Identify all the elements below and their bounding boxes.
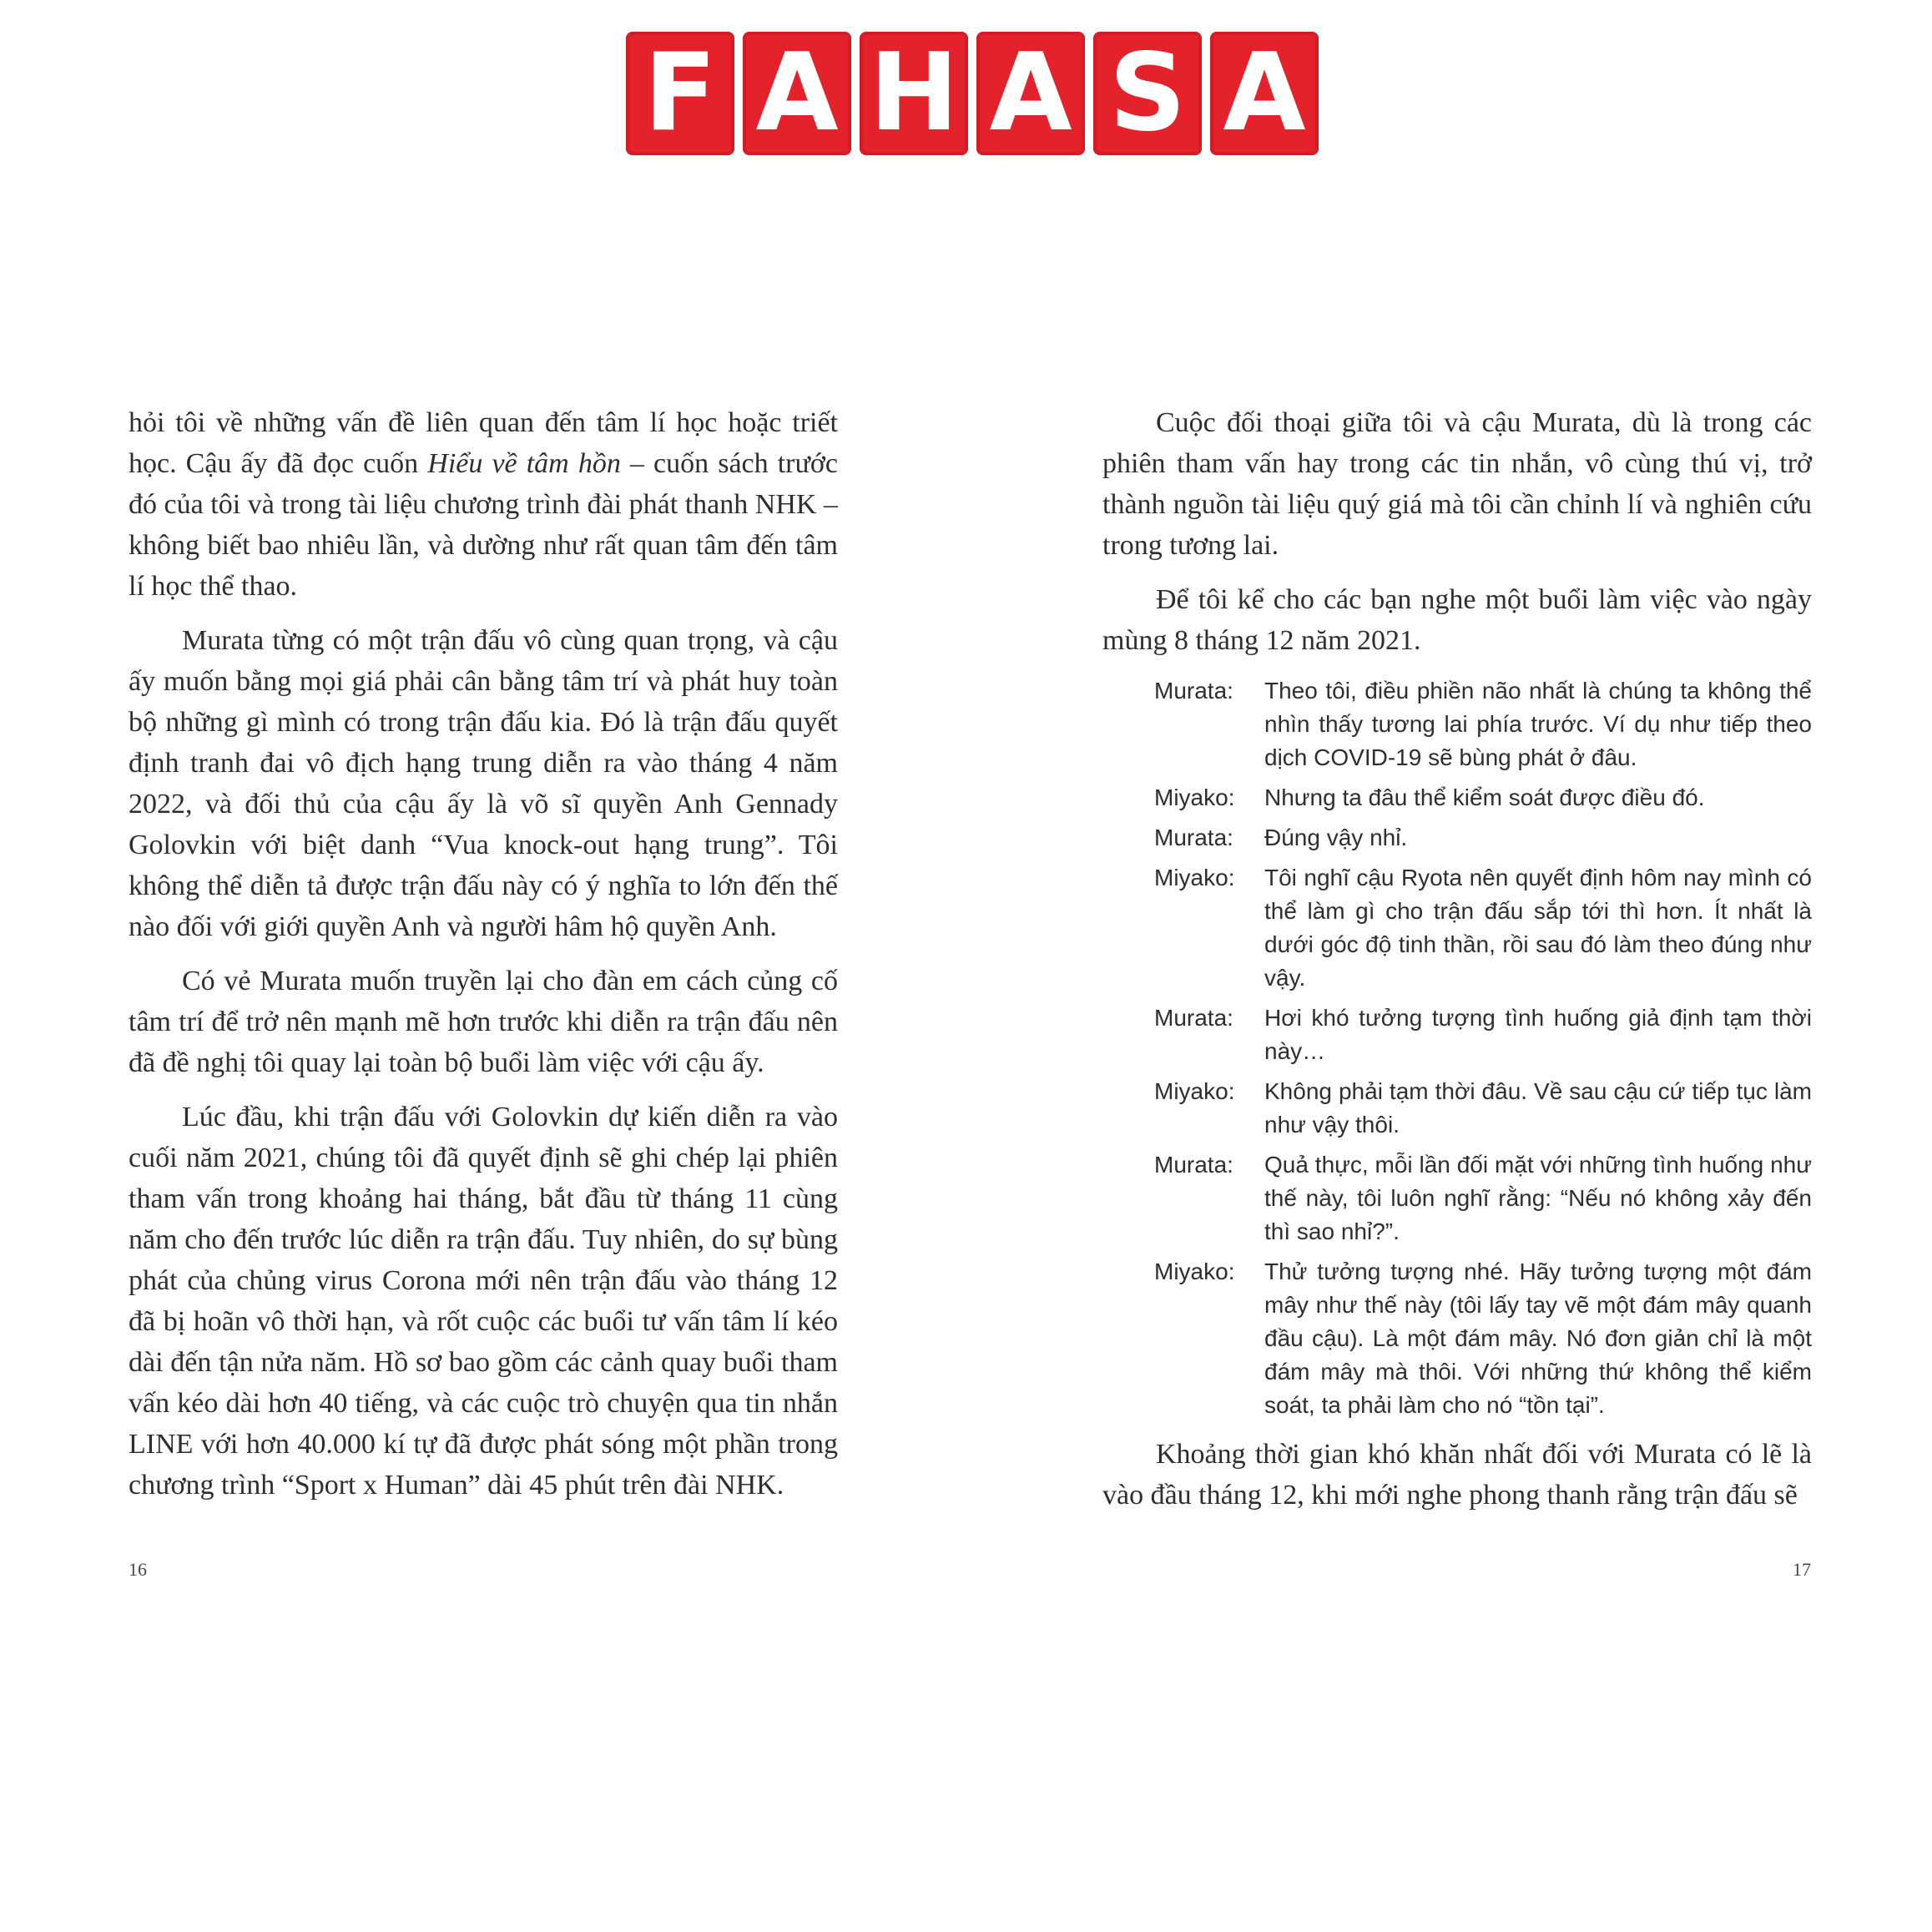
left-paragraph-1: [129, 402, 838, 607]
logo-letter-3: H: [860, 32, 968, 155]
dialogue-line: [1102, 861, 1812, 995]
dialogue-text: Tôi nghĩ cậu Ryota nên quyết định hôm nay mình có thể làm gì cho trận đấu sắp tới thì hơn. Ít nhất là dưới góc độ tinh thần, rồi sau đó làm theo đúng như vậy.: [1264, 865, 1812, 991]
left-paragraph-2: Murata từng có một trận đấu vô cùng quan trọng, và cậu ấy muốn bằng mọi giá phải cân bằng tâm trí và phát huy toàn bộ những gì mình có trong trận đấu kia. Đó là trận đấu quyết định tranh đai vô địch hạng trung diễn ra vào tháng 4 năm 2022, và đối thủ của cậu ấy là võ sĩ quyền Anh Gennady Golovkin với biệt danh “Vua knock-out hạng trung”. Tôi không thể diễn tả được trận đấu này có ý nghĩa to lớn đến thế nào đối với giới quyền Anh và người hâm hộ quyền Anh.: [129, 625, 838, 942]
left-page: [129, 402, 838, 1519]
dialogue-line: [1102, 781, 1812, 815]
left-paragraph-3: Có vẻ Murata muốn truyền lại cho đàn em cách củng cố tâm trí để trở nên mạnh mẽ hơn trước khi diễn ra trận đấu nên đã đề nghị tôi quay lại toàn bộ buổi làm việc với cậu ấy.: [129, 966, 838, 1078]
dialogue-speaker: Murata:: [1154, 1152, 1233, 1178]
dialogue-speaker: Miyako:: [1154, 865, 1235, 890]
logo-letter-4: A: [976, 32, 1085, 155]
dialogue-text: Đúng vậy nhỉ.: [1264, 825, 1408, 850]
dialogue-line: [1102, 1075, 1812, 1142]
dialogue-block: [1102, 674, 1812, 1422]
fahasa-logo: [626, 32, 1319, 155]
left-p1-text-before: hỏi tôi về những vấn đề liên quan đến tâm lí học hoặc triết học. Cậu ấy đã đọc cuốn: [129, 407, 838, 479]
logo-letter-2: A: [743, 32, 851, 155]
dialogue-speaker: Miyako:: [1154, 1078, 1235, 1104]
page-number-left: 16: [129, 1559, 147, 1580]
dialogue-speaker: Murata:: [1154, 825, 1233, 850]
book-title-italic: Hiểu về tâm hồn: [427, 448, 621, 479]
dialogue-text: Theo tôi, điều phiền não nhất là chúng ta không thể nhìn thấy tương lai phía trước. Ví dụ như tiếp theo dịch COVID-19 sẽ bùng phát ở đâu.: [1264, 678, 1812, 770]
dialogue-speaker: Murata:: [1154, 678, 1233, 704]
dialogue-speaker: Murata:: [1154, 1005, 1233, 1031]
dialogue-line: [1102, 674, 1812, 774]
right-page: [1102, 402, 1812, 1529]
right-paragraph-1: Cuộc đối thoại giữa tôi và cậu Murata, dù là trong các phiên tham vấn hay trong các tin nhắn, vô cùng thú vị, trở thành nguồn tài liệu quý giá mà tôi cần chỉnh lí và nghiên cứu trong tương lai.: [1102, 407, 1812, 561]
right-paragraph-3: Khoảng thời gian khó khăn nhất đối với Murata có lẽ là vào đầu tháng 12, khi mới nghe phong thanh rằng trận đấu sẽ: [1102, 1439, 1812, 1511]
dialogue-line: [1102, 821, 1812, 855]
dialogue-speaker: Miyako:: [1154, 1259, 1235, 1284]
dialogue-text: Không phải tạm thời đâu. Về sau cậu cứ tiếp tục làm như vậy thôi.: [1264, 1078, 1812, 1138]
dialogue-line: [1102, 1148, 1812, 1248]
logo-letter-6: A: [1210, 32, 1319, 155]
dialogue-text: Hơi khó tưởng tượng tình huống giả định tạm thời này…: [1264, 1005, 1812, 1064]
left-paragraph-4: Lúc đầu, khi trận đấu với Golovkin dự kiến diễn ra vào cuối năm 2021, chúng tôi đã quyết định sẽ ghi chép lại phiên tham vấn trong khoảng hai tháng, bắt đầu từ tháng 11 cùng năm cho đến trước lúc diễn ra trận đấu. Tuy nhiên, do sự bùng phát của chủng virus Corona mới nên trận đấu vào tháng 12 đã bị hoãn vô thời hạn, và rốt cuộc các buổi tư vấn tâm lí kéo dài đến tận nửa năm. Hồ sơ bao gồm các cảnh quay buổi tham vấn kéo dài hơn 40 tiếng, và các cuộc trò chuyện qua tin nhắn LINE với hơn 40.000 kí tự đã được phát sóng một phần trong chương trình “Sport x Human” dài 45 phút trên đài NHK.: [129, 1102, 838, 1501]
dialogue-line: [1102, 1001, 1812, 1068]
dialogue-text: Quả thực, mỗi lần đối mặt với những tình huống như thế này, tôi luôn nghĩ rằng: “Nếu nó không xảy đến thì sao nhỉ?”.: [1264, 1152, 1812, 1244]
dialogue-line: [1102, 1255, 1812, 1422]
right-paragraph-2: Để tôi kể cho các bạn nghe một buổi làm việc vào ngày mùng 8 tháng 12 năm 2021.: [1102, 584, 1812, 656]
dialogue-speaker: Miyako:: [1154, 784, 1235, 810]
dialogue-text: Thử tưởng tượng nhé. Hãy tưởng tượng một đám mây như thế này (tôi lấy tay vẽ một đám mây quanh đầu cậu). Là một đám mây. Nó đơn giản chỉ là một đám mây mà thôi. Với những thứ không thể kiểm soát, ta phải làm cho nó “tồn tại”.: [1264, 1259, 1812, 1418]
left-p1-text-after: – cuốn sách trước đó của tôi và trong tài liệu chương trình đài phát thanh NHK – không biết bao nhiêu lần, và dường như rất quan tâm đến tâm lí học thể thao.: [129, 448, 838, 602]
logo-letter-1: F: [626, 32, 734, 155]
page-number-right: 17: [1793, 1559, 1811, 1580]
dialogue-text: Nhưng ta đâu thể kiểm soát được điều đó.: [1264, 784, 1705, 810]
logo-letter-5: S: [1093, 32, 1202, 155]
